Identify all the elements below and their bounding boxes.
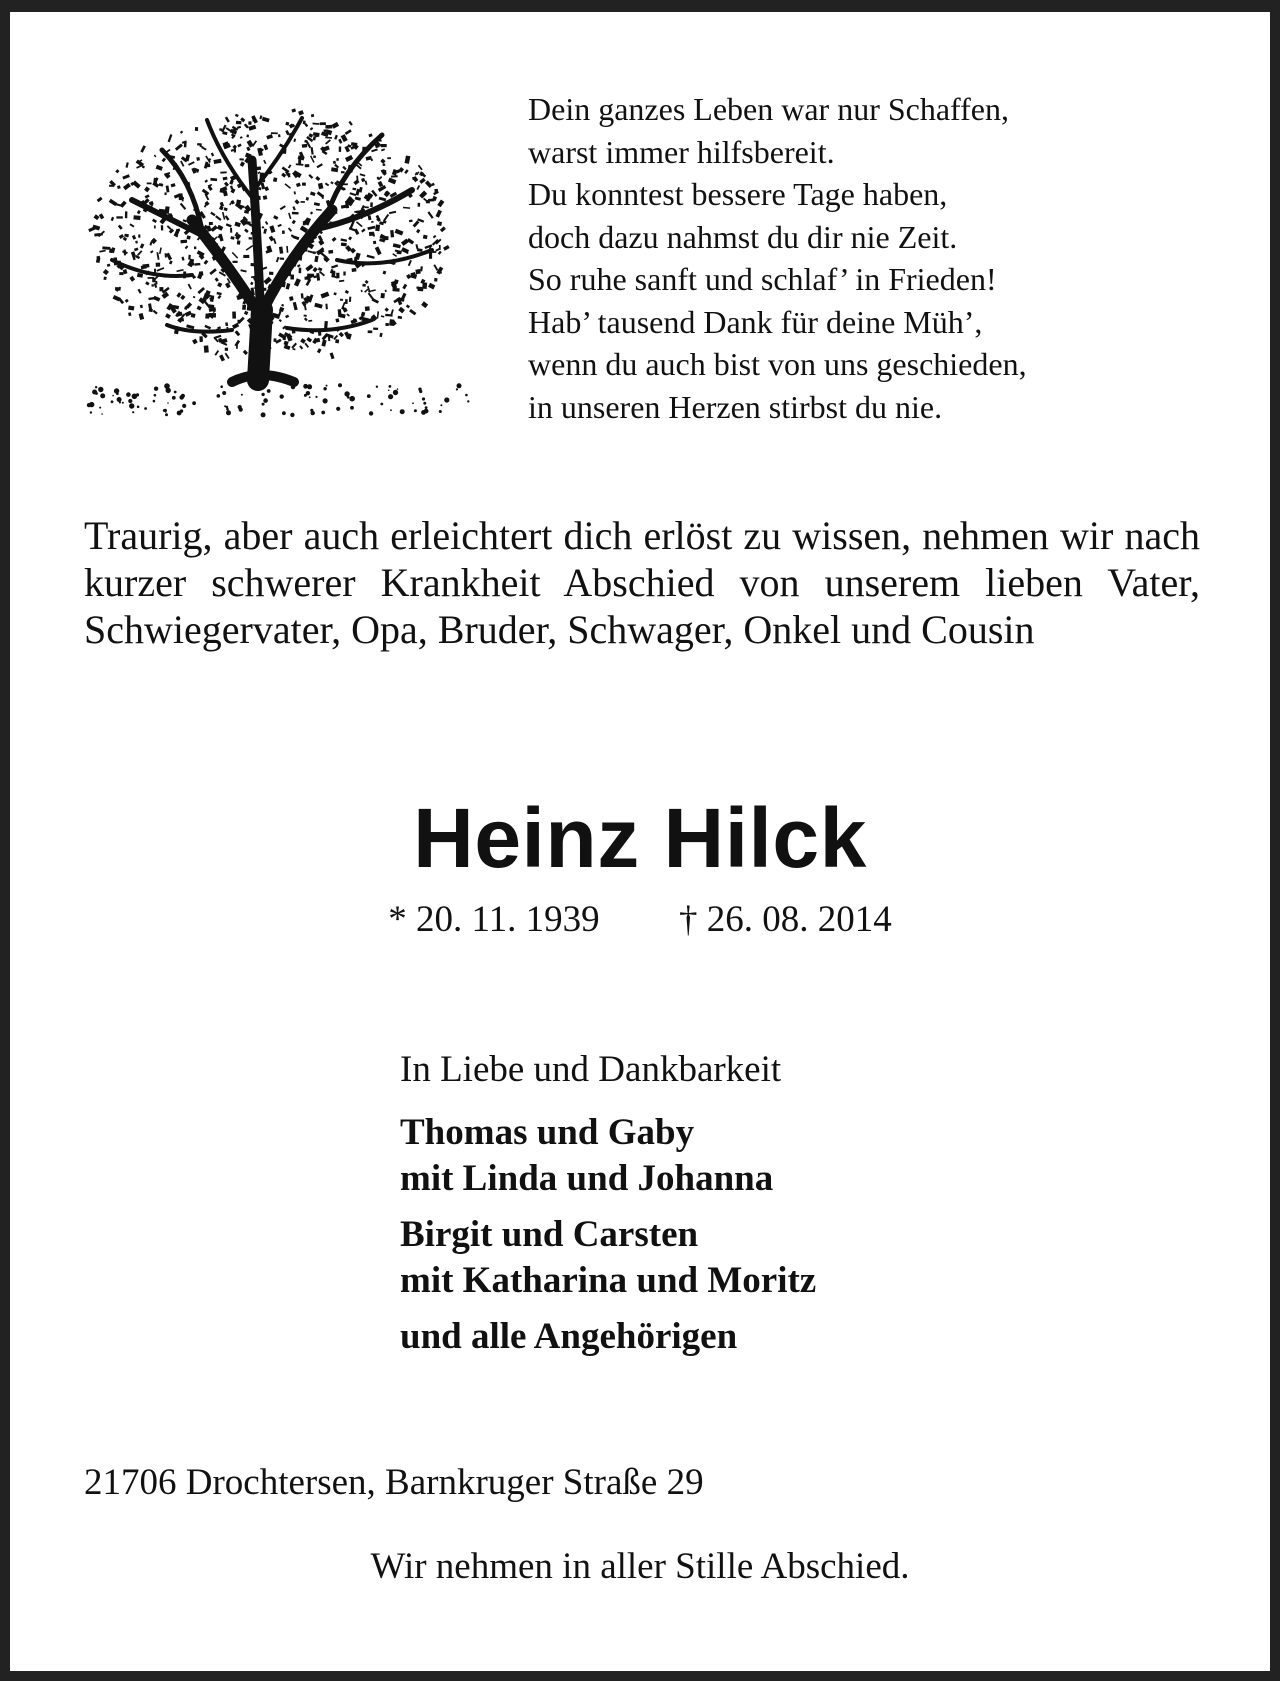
mourner-group xyxy=(400,1212,816,1304)
poem-line: Du konntest bessere Tage haben, xyxy=(528,176,948,212)
mourner-line: Thomas und Gaby xyxy=(400,1112,695,1153)
death-date: † 26. 08. 2014 xyxy=(678,899,892,940)
poem-verse xyxy=(528,88,1027,428)
poem-line: doch dazu nahmst du dir nie Zeit. xyxy=(528,218,958,255)
poem-line: warst immer hilfsbereit. xyxy=(528,133,835,170)
deceased-name: Heinz Hilck xyxy=(413,791,867,885)
tree-icon xyxy=(82,100,470,430)
mourner-group xyxy=(400,1314,816,1360)
mourner-line: mit Katharina und Moritz xyxy=(400,1260,817,1301)
poem-line: So ruhe sanft und schlaf’ in Frieden! xyxy=(528,261,997,297)
poem-line: Dein ganzes Leben war nur Schaffen, xyxy=(528,91,1009,127)
poem-line: in unseren Herzen stirbst du nie. xyxy=(528,388,943,425)
poem-line: Hab’ tausend Dank für deine Müh’, xyxy=(528,303,983,340)
mourner-line: Birgit und Carsten xyxy=(400,1214,699,1255)
mourner-line: und alle Angehörigen xyxy=(400,1316,738,1357)
address: 21706 Drochtersen, Barnkruger Straße 29 xyxy=(84,1462,704,1503)
mourner-line: mit Linda und Johanna xyxy=(400,1158,774,1199)
birth-date: * 20. 11. 1939 xyxy=(388,899,600,940)
mourners-block xyxy=(400,1048,816,1370)
life-dates xyxy=(0,898,1280,942)
intro-paragraph: Traurig, aber auch erleichtert dich erlöst zu wissen, nehmen wir nach kurzer schwerer Krankheit Abschied von unserem lieben Vater, Schwiegervater, Opa, Bruder, Schwager, Onkel und Cousin xyxy=(84,513,1200,652)
mourner-group xyxy=(400,1110,816,1202)
mourners-lead: In Liebe und Dankbarkeit xyxy=(400,1049,782,1090)
closing-line: Wir nehmen in aller Stille Abschied. xyxy=(370,1546,910,1587)
poem-line: wenn du auch bist von uns geschieden, xyxy=(528,346,1027,382)
